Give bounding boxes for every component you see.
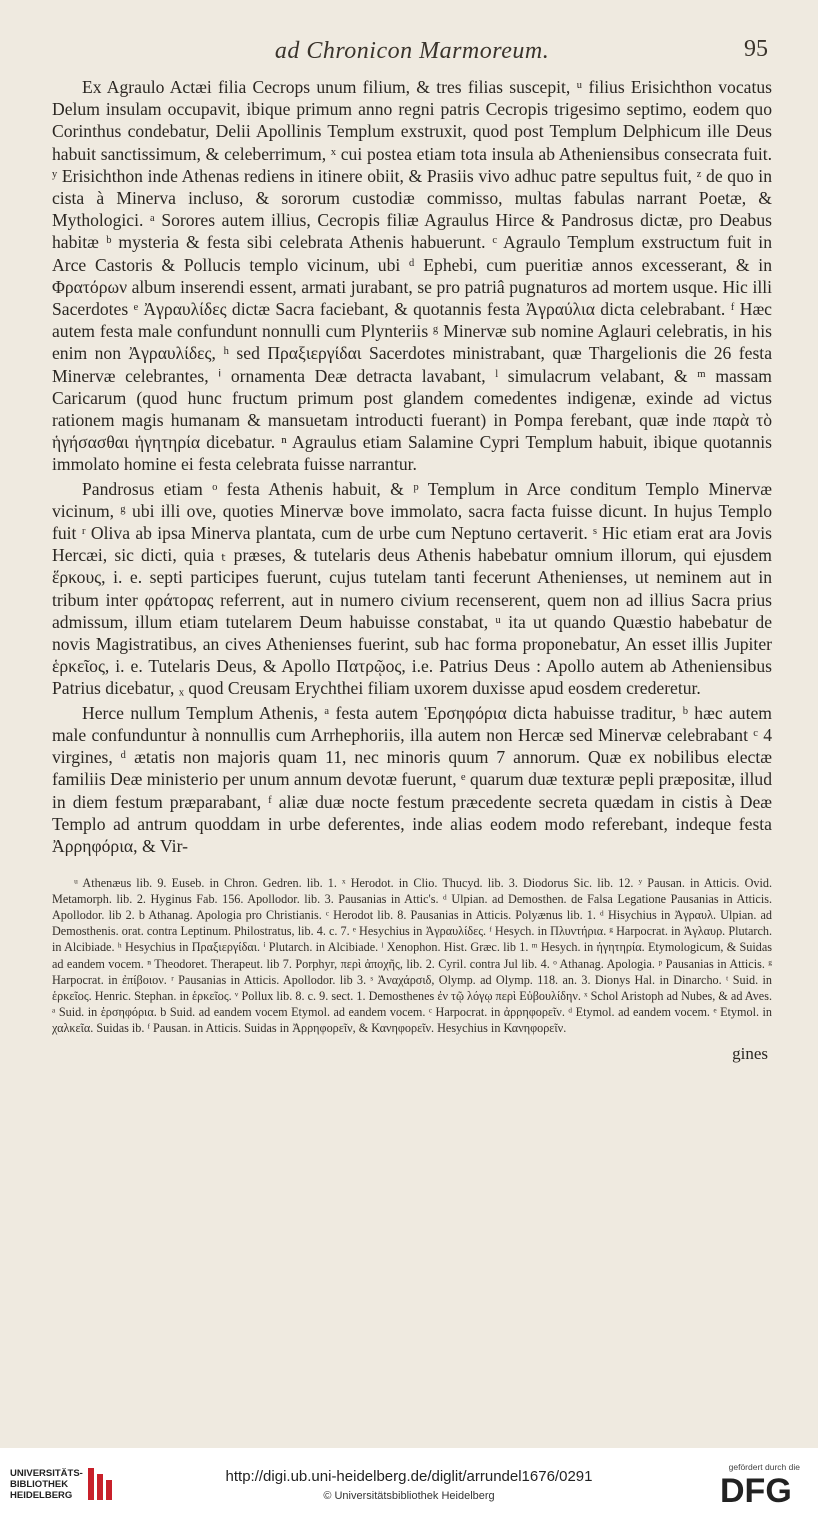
document-url-link[interactable]: http://digi.ub.uni-heidelberg.de/diglit/arrundel1676/0291 [225,1468,593,1485]
library-name-line: BIBLIOTHEK [10,1479,69,1490]
running-head: ad Chronicon Marmoreum. [274,38,550,64]
funder-label: gefördert durch die [728,1462,800,1472]
page-header [52,30,772,72]
page-number: 95 [744,36,768,62]
catchword: gines [732,1044,768,1064]
dfg-logo-text: DFG [720,1472,792,1506]
library-name-line: HEIDELBERG [10,1490,73,1501]
footnotes [52,875,772,1036]
dfg-logo [720,1472,802,1511]
copyright-notice: © Universitätsbibliothek Heidelberg [323,1490,495,1502]
paragraph-pandrosus: Pandrosus etiam ᵒ festa Athenis habuit, & ᵖ Templum in Arce conditum Templo Minervæ vicinum, ᵍ ubi illi ove, quoties Minervæ bove immolato, sacra facta fuisse dicunt. In hujus Templo fuit ʳ Oliva ab ipsa Minerva plantata, cum de urbe cum Neptuno certaverit. ˢ Hic etiam erat ara Jovis Hercæi, sic dicti, quia ₜ præses, & tutelaris deus Athenis habebatur omnium illorum, qui ejusdem ἕρκους, i. e. septi participes fuerunt, cujus tutelam tanti fecerunt Athenienses, ut neminem aut in tribum inter φράτορας referrent, aut in numero civium recenserent, quem non ad illius Sacra prius admissum, illum etiam tutelarem Deum habuisse constabat, ᵘ ita ut quando Quæstio habebatur de novis Magistratibus, an cives Athenienses fuerint, sub hac forma proponebatur, An esset illis Jupiter ἑρκεῖος, i. e. Tutelaris Deus, & Apollo Πατρῷος, i.e. Patrius Deus : Apollo autem ab Atheniensibus Patrius dicebatur, ₓ quod Creusam Erychthei filiam uxorem duxisse apud eosdem crederetur. [52,478,772,699]
library-name-line: UNIVERSITÄTS- [10,1468,83,1479]
viewer-footer [0,1448,818,1518]
footnote-block: ᵘ Athenæus lib. 9. Euseb. in Chron. Gedren. lib. 1. ˣ Herodot. in Clio. Thucyd. lib. 3. Diodorus Sic. lib. 12. ʸ Pausan. in Atticis. Ovid. Metamorph. lib. 2. Hyginus Fab. 156. Apollodor. lib. 3. Pausanias in Attic's. ᵈ Ulpian. ad Demosthen. de Falsa Legatione Pausanias in Atticis. Apollodor. lib 2. b Athanag. Apologia pro Christianis. ᶜ Herodot lib. 8. Pausanias in Atticis. Polyænus lib. 1. ᵈ Hisychius in Ἀγραυλ. Ulpian. ad Demosthenis. orat. contra Leptinum. Philostratus, lib. 4. c. 7. ᵉ Hesychius in Ἀγραυλίδες. ᶠ Hesych. in Πλυντήρια. ᵍ Harpocrat. in Ἀγλαυρ. Plutarch. in Alcibiade. ʰ Hesychius in Πραξιεργίδαι. ⁱ Plutarch. in Alcibiade. ˡ Xenophon. Hist. Græc. lib 1. ᵐ Hesych. in ἡγητηρία. Etymologicum, & Suidas ad eandem vocem. ⁿ Theodoret. Therapeut. lib 7. Porphyr, περὶ ἀποχῆς, lib. 2. Cyril. contra Jul lib. 4. ᵒ Athanag. Apologia. ᵖ Pausanias in Atticis. ᵍ Harpocrat. in ἐπίβοιον. ʳ Pausanias in Atticis. Apollodor. lib 3. ˢ Ἀναχάρσιδ, Olymp. ad Olymp. 118. an. 3. Dionys Hal. in Dinarcho. ᵗ Suid. in ἑρκεῖος. Henric. Stephan. in ἑρκεῖος. ᵛ Pollux lib. 8. c. 9. sect. 1. Demosthenes ἐν τῷ λόγῳ περὶ Εὐβουλίδην. ˣ Schol Aristoph ad Nubes, & ad Aves. ᵃ Suid. in ἑρσηφόρια. b Suid. ad eandem vocem Etymol. ad eandem vocem. ᶜ Harpocrat. in ἀρρηφορεῖν. ᵈ Etymol. ad eandem vocem. ᵉ Etymol. in χαλκεῖα. Suidas ib. ᶠ Pausan. in Atticis. Suidas in Ἀρρηφορεῖν, & Κανηφορεῖν. Hesychius in Κανηφορεῖν. [52,876,772,1035]
body-text [52,76,772,857]
paragraph-herce: Herce nullum Templum Athenis, ᵃ festa autem Ἑρσηφόρια dicta habuisse traditur, ᵇ hæc autem male confunduntur à nonnullis cum Arrhephoriis, illa autem non Hercæ sed Minervæ celebrabant ᶜ 4 virgines, ᵈ ætatis non majoris quam 11, nec minoris quum 7 annorum. Quæ ex nobilibus electæ familiis Deæ ministerio per unum annum devotæ fuerunt, ᵉ quarum duæ texturæ pepli præpositæ, illud in diem festum præparabant, ᶠ aliæ duæ nocte festum præcedente secreta quædam in cistis à Deæ Templo ad antrum quoddam in urbe deferentes, inde alias eodem modo referebant, indeque festa Ἀρρηφόρια, & Vir- [52,702,772,856]
paragraph-agraulus: Ex Agraulo Actæi filia Cecrops unum filium, & tres filias suscepit, ᵘ filius Erisichthon vocatus Delum insulam occupavit, ibique primum anno regni patris Cecropis trigesimo septimo, eodem quo Corinthus condebatur, Delii Apollinis Templum exstruxit, quod post Templum Delphicum ille Deus habuit sanctissimum, & celeberrimum, ˣ cui postea etiam tota insula ab Atheniensibus consecrata fuit. ʸ Erisichthon inde Athenas rediens in itinere obiit, & Prasiis vivo adhuc patre sepultus fuit, ᶻ de quo in cista à Minerva incluso, & sororum custodiæ commisso, multas fabulas narrant Poetæ, & Mythologici. ᵃ Sorores autem illius, Cecropis filiæ Agraulus Hirce & Pandrosus dictæ, pro Deabus habitæ ᵇ mysteria & festa sibi celebrata Athenis habuerunt. ᶜ Agraulo Templum exstructum fuit in Arce Castoris & Pollucis templo vicinum, ubi ᵈ Ephebi, cum pueritiæ annos excesserant, & in Φρατόρων album inserendi essent, armati jurabant, se pro patriâ pugnaturos ad mortem usque. Hic illi Sacerdotes ᵉ Ἀγραυλίδες dictæ Sacra faciebant, & quotannis festa Ἀγραύλια dicta celebrabant. ᶠ Hæc autem festa male confundunt nonnulli cum Plynteriis ᵍ Minervæ sub nomine Aglauri celebratis, in his enim non Ἀγραυλίδες, ʰ sed Πραξιεργίδαι Sacerdotes ministrabant, quæ Thargelionis die 26 festa Minervæ celebrantes, ⁱ ornamenta Deæ detracta lavabant, ˡ simulacrum velabant, & ᵐ massam Caricarum (quod hunc fructum primum post glandem comedentes indigenæ, exinde ad victus rationem magis humanam & mansuetam introducti fuerant) in Pompa ferebant, quæ inde παρὰ τὸ ἡγήσασθαι ἡγητηρία dicebatur. ⁿ Agraulus etiam Salamine Cypri Templum habuit, ibique quotannis immolato homine ei festa celebrata fuisse narrantur. [52,77,772,475]
